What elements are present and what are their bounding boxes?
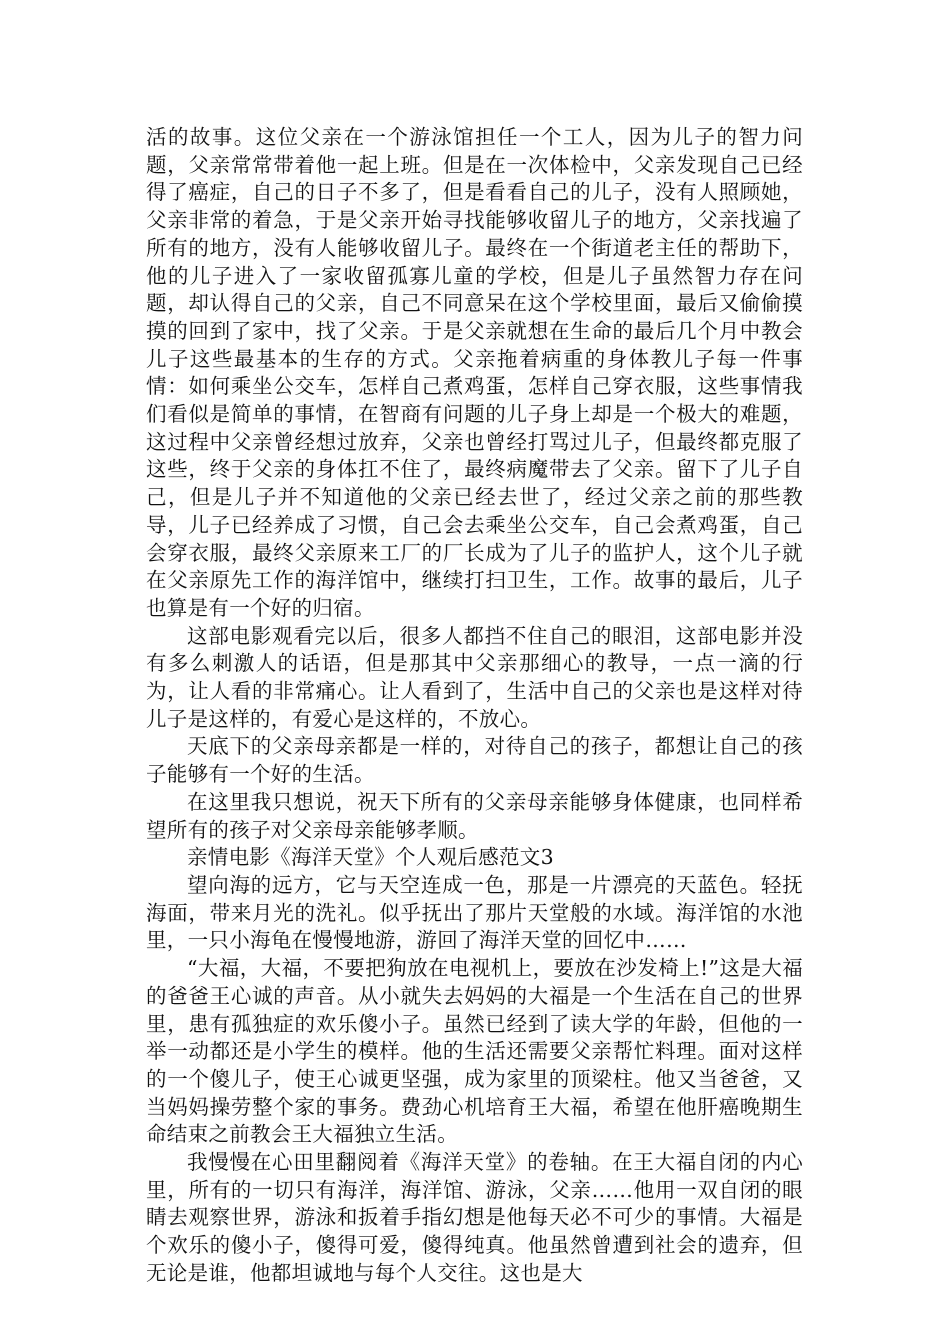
paragraph-7: 我慢慢在心田里翻阅着《海洋天堂》的卷轴。在王大福自闭的内心里，所有的一切只有海洋，海洋馆、游泳，父亲……他用一双自闭的眼睛去观察世界，游泳和扳着手指幻想是他每天必不可少的事情。大福是个欢乐的傻小子，傻得可爱，傻得纯真。他虽然曾遭到社会的遗弃，但无论是谁，他都坦诚地与每个人交往。这也是大 — [146, 1150, 803, 1285]
section-heading: 亲情电影《海洋天堂》个人观后感范文3 — [187, 845, 554, 870]
document-body — [146, 124, 803, 1288]
paragraph-6: “大福，大福，不要把狗放在电视机上，要放在沙发椅上!”这是大福的爸爸王心诚的声音。从小就失去妈妈的大福是一个生活在自己的世界里，患有孤独症的欢乐傻小子。虽然已经到了读大学的年龄，但他的一举一动都还是小学生的模样。他的生活还需要父亲帮忙料理。面对这样的一个傻儿子，使王心诚更坚强，成为家里的顶梁柱。他又当爸爸，又当妈妈操劳整个家的事务。费劲心机培育王大福，希望在他肝癌晚期生命结束之前教会王大福独立生活。 — [146, 956, 803, 1147]
paragraph-3: 天底下的父亲母亲都是一样的，对待自己的孩子，都想让自己的孩子能够有一个好的生活。 — [146, 734, 803, 787]
paragraph-2: 这部电影观看完以后，很多人都挡不住自己的眼泪，这部电影并没有多么刺激人的话语，但是那其中父亲那细心的教导，一点一滴的行为，让人看的非常痛心。让人看到了，生活中自己的父亲也是这样对待儿子是这样的，有爱心是这样的，不放心。 — [146, 623, 803, 731]
paragraph-5: 望向海的远方，它与天空连成一色，那是一片漂亮的天蓝色。轻抚海面，带来月光的洗礼。似乎抚出了那片天堂般的水域。海洋馆的水池里，一只小海龟在慢慢地游，游回了海洋天堂的回忆中…… — [146, 872, 803, 953]
paragraph-4: 在这里我只想说，祝天下所有的父亲母亲能够身体健康，也同样希望所有的孩子对父亲母亲能够孝顺。 — [146, 789, 803, 842]
paragraph-1: 活的故事。这位父亲在一个游泳馆担任一个工人，因为儿子的智力问题，父亲常常带着他一起上班。但是在一次体检中，父亲发现自己已经得了癌症，自己的日子不多了，但是看看自己的儿子，没有人照顾她，父亲非常的着急，于是父亲开始寻找能够收留儿子的地方，父亲找遍了所有的地方，没有人能够收留儿子。最终在一个街道老主任的帮助下，他的儿子进入了一家收留孤寡儿童的学校，但是儿子虽然智力存在问题，却认得自己的父亲，自己不同意呆在这个学校里面，最后又偷偷摸摸的回到了家中，找了父亲。于是父亲就想在生命的最后几个月中教会儿子这些最基本的生存的方式。父亲拖着病重的身体教儿子每一件事情：如何乘坐公交车，怎样自己煮鸡蛋，怎样自己穿衣服，这些事情我们看似是简单的事情，在智商有问题的儿子身上却是一个极大的难题，这过程中父亲曾经想过放弃，父亲也曾经打骂过儿子，但最终都克服了这些，终于父亲的身体扛不住了，最终病魔带去了父亲。留下了儿子自己，但是儿子并不知道他的父亲已经去世了，经过父亲之前的那些教导，儿子已经养成了习惯，自己会去乘坐公交车，自己会煮鸡蛋，自己会穿衣服，最终父亲原来工厂的厂长成为了儿子的监护人，这个儿子就在父亲原先工作的海洋馆中，继续打扫卫生，工作。故事的最后，儿子也算是有一个好的归宿。 — [146, 125, 803, 620]
